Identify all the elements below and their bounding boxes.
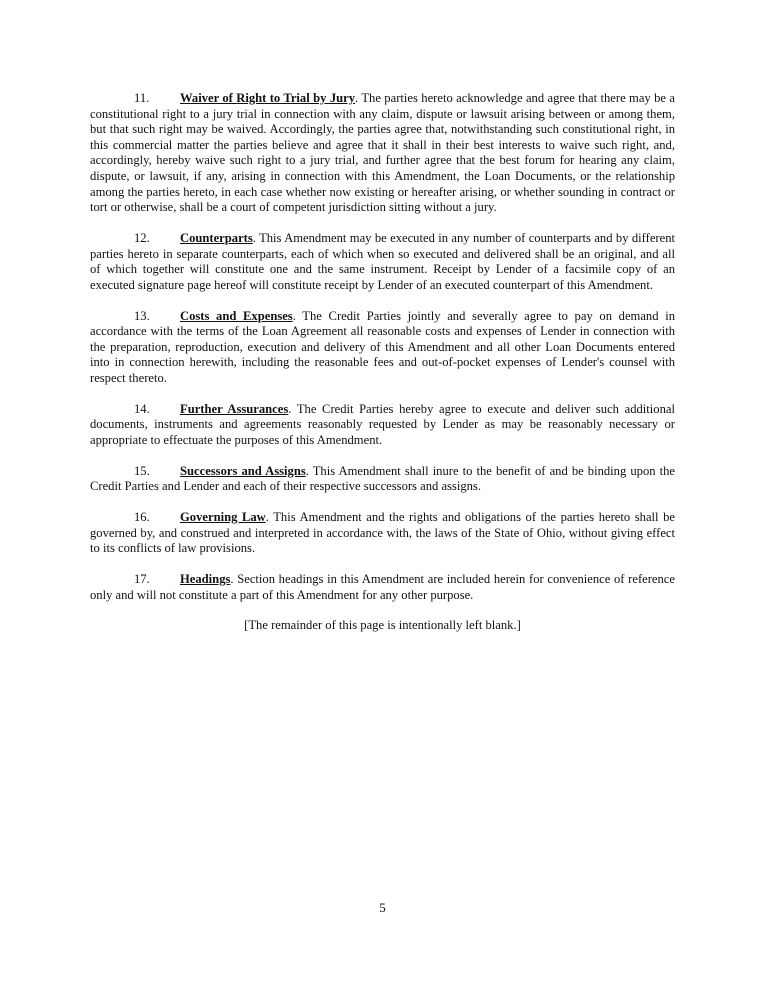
document-body: [90, 91, 675, 647]
section-number: 12.: [134, 230, 150, 245]
section-heading: Waiver of Right to Trial by Jury: [180, 91, 356, 105]
section-16: [90, 510, 675, 557]
section-number: 11.: [134, 91, 150, 105]
section-17: [90, 572, 675, 603]
section-heading: Governing Law: [180, 510, 266, 524]
page-number: 5: [379, 900, 386, 915]
section-text: . The parties hereto acknowledge and agree that there may be a constitutional right to a jury trial in connection with any claim, dispute or lawsuit arising between or among them, but that such right may be waived. Accordingly, the parties agree that, notwithstanding such constitutional right, in this commercial matter the parties believe and agree that it shall in their best interests to waive such right, and, accordingly, hereby waive such right to a jury trial, and further agree that the best forum for hearing any claim, dispute, or lawsuit, if any, arising in connection with this Amendment, the Loan Documents, or the relationship among the parties hereto, in each case whether now existing or hereafter arising, or whether sounding in contract or tort or otherwise, shall be a court of competent jurisdiction sitting without a jury.: [90, 91, 676, 215]
section-heading: Further Assurances: [180, 401, 289, 416]
section-heading: Counterparts: [180, 230, 253, 245]
section-13: [90, 309, 675, 387]
section-heading: Successors and Assigns: [180, 463, 306, 478]
section-number: 13.: [134, 308, 150, 323]
section-text: . The Credit Parties jointly and severally agree to pay on demand in accordance with the terms of the Loan Agreement all reasonable costs and expenses of Lender in connection with the preparation, reproduction, execution and delivery of this Amendment and all other Loan Documents entered into in connection herewith, including the reasonable fees and out-of-pocket expenses of Lender's counsel with respect thereto.: [90, 308, 675, 385]
section-11: [90, 91, 675, 216]
section-text: . Section headings in this Amendment are included herein for convenience of reference only and will not constitute a part of this Amendment for any other purpose.: [90, 571, 675, 602]
section-number: 15.: [134, 463, 150, 478]
section-text: . This Amendment and the rights and obligations of the parties hereto shall be governed by, and construed and interpreted in accordance with, the laws of the State of Ohio, without giving effect to its conflicts of law provisions.: [90, 510, 675, 556]
blank-page-note: [The remainder of this page is intentionally left blank.]: [244, 618, 521, 633]
section-12: [90, 231, 675, 293]
section-text: . This Amendment may be executed in any number of counterparts and by different parties hereto in separate counterparts, each of which when so executed and delivered shall be an original, and all of which together will constitute one and the same instrument. Receipt by Lender of a facsimile copy of an executed signature page hereof will constitute receipt by Lender of an executed counterpart of this Amendment.: [90, 230, 675, 292]
section-heading: Costs and Expenses: [180, 308, 293, 323]
section-number: 14.: [134, 401, 150, 416]
section-15: [90, 464, 675, 495]
section-text: . The Credit Parties hereby agree to execute and deliver such additional documents, instruments and agreements reasonably requested by Lender as may be reasonably necessary or appropriate to effectuate the purposes of this Amendment.: [90, 401, 675, 447]
section-heading: Headings: [180, 571, 231, 586]
section-14: [90, 402, 675, 449]
section-number: 17.: [134, 571, 150, 586]
section-number: 16.: [134, 510, 150, 524]
section-text: . This Amendment shall inure to the benefit of and be binding upon the Credit Parties and Lender and each of their respective successors and assigns.: [90, 463, 675, 494]
